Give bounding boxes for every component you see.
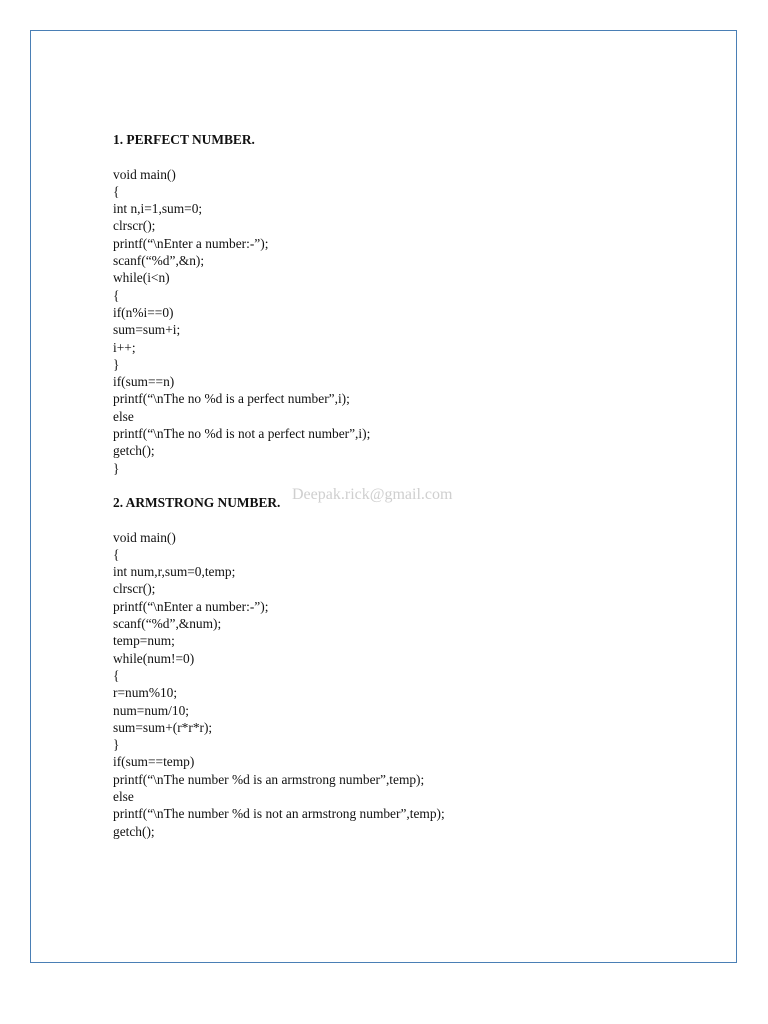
code-line: printf(“\nThe no %d is not a perfect number”,i); [113, 426, 371, 442]
code-line: while(num!=0) [113, 650, 195, 666]
code-line: printf(“\nEnter a number:-”); [113, 235, 269, 251]
code-line: else [113, 788, 134, 804]
code-line: printf(“\nThe no %d is a perfect number”,i); [113, 391, 350, 407]
code-line: { [113, 546, 120, 562]
code-line: if(sum==temp) [113, 754, 195, 770]
code-line: { [113, 287, 120, 303]
code-line: i++; [113, 339, 136, 355]
code-line: sum=sum+i; [113, 322, 181, 338]
code-line: if(sum==n) [113, 374, 175, 390]
section-heading: 2. ARMSTRONG NUMBER. [113, 494, 281, 510]
code-line: int n,i=1,sum=0; [113, 201, 203, 217]
code-line: void main() [113, 529, 176, 545]
code-line: } [113, 460, 120, 476]
code-line: printf(“\nEnter a number:-”); [113, 598, 269, 614]
code-line: } [113, 737, 120, 753]
code-block [113, 529, 713, 840]
code-line: getch(); [113, 443, 155, 459]
code-line: r=num%10; [113, 685, 178, 701]
code-line: temp=num; [113, 633, 175, 649]
code-line: else [113, 408, 134, 424]
code-line: int num,r,sum=0,temp; [113, 564, 236, 580]
code-line: if(n%i==0) [113, 304, 174, 320]
code-line: printf(“\nThe number %d is not an armstrong number”,temp); [113, 806, 445, 822]
code-block [113, 166, 713, 477]
code-line: clrscr(); [113, 218, 156, 234]
code-line: scanf(“%d”,&n); [113, 253, 205, 269]
code-line: { [113, 667, 120, 683]
code-line: getch(); [113, 823, 155, 839]
code-line: while(i<n) [113, 270, 170, 286]
section-perfect-number [113, 131, 713, 477]
section-armstrong-number [113, 494, 713, 840]
watermark-text: Deepak.rick@gmail.com [292, 486, 453, 503]
code-line: clrscr(); [113, 581, 156, 597]
code-line: sum=sum+(r*r*r); [113, 719, 213, 735]
section-heading: 1. PERFECT NUMBER. [113, 132, 255, 147]
code-line: num=num/10; [113, 702, 189, 718]
code-line: } [113, 356, 120, 372]
code-line: scanf(“%d”,&num); [113, 616, 222, 632]
code-line: { [113, 183, 120, 199]
code-line: printf(“\nThe number %d is an armstrong number”,temp); [113, 771, 425, 787]
code-line: void main() [113, 166, 176, 182]
